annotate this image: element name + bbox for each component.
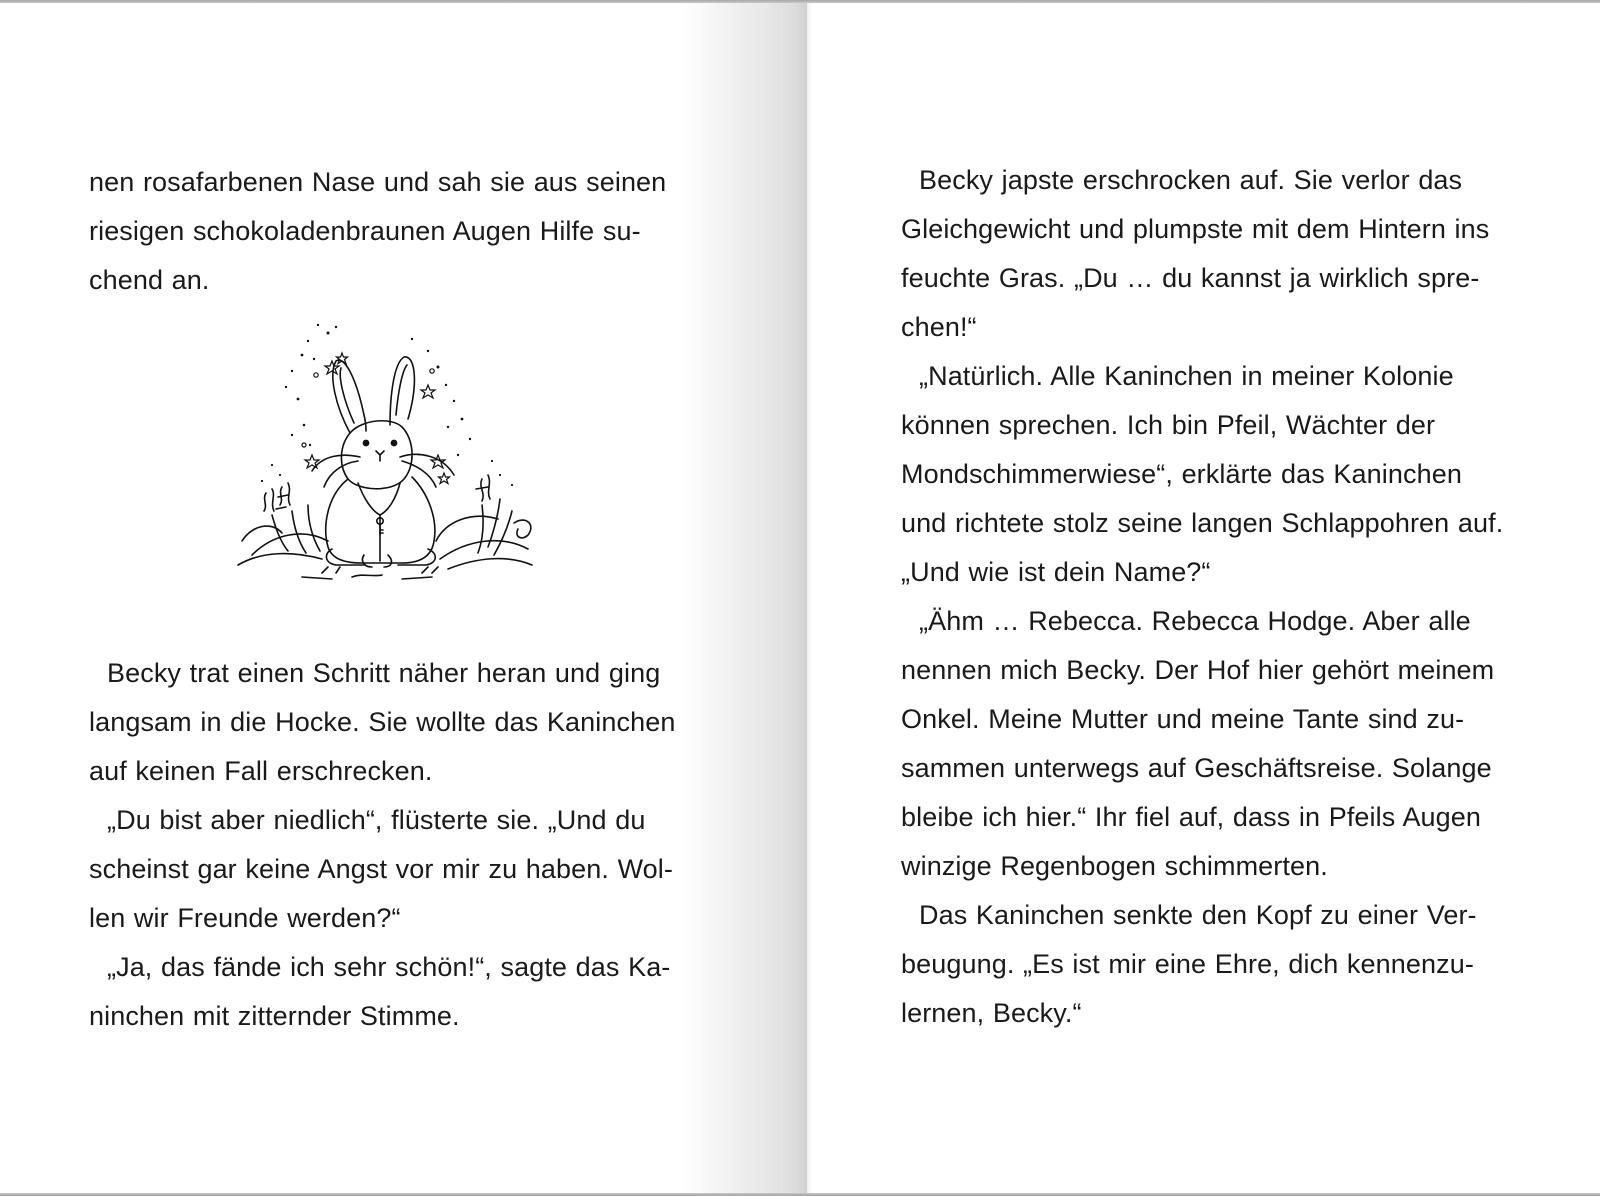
rabbit-left-eye: [363, 440, 368, 445]
rabbit-nose: [376, 451, 384, 461]
sparkles: [261, 324, 513, 486]
left-page-top-paragraph: [89, 158, 666, 305]
text-line: sammen unterwegs auf Geschäftsreise. Solange: [901, 753, 1492, 783]
text-line: Onkel. Meine Mutter und meine Tante sind zu-: [901, 704, 1465, 734]
text-line: Becky japste erschrocken auf. Sie verlor das: [919, 165, 1463, 195]
right-page-text: [901, 156, 1503, 1038]
text-line: „Du bist aber niedlich“, flüsterte sie. „Und du: [107, 805, 646, 835]
text-line: feuchte Gras. „Du … du kannst ja wirklich spre-: [901, 263, 1480, 293]
text-line: und richtete stolz seine langen Schlappohren auf.: [901, 508, 1504, 538]
text-line: Gleichgewicht und plumpste mit dem Hintern ins: [901, 214, 1490, 244]
text-line: bleibe ich hier.“ Ihr fiel auf, dass in Pfeils Augen: [901, 802, 1482, 832]
text-line: winzige Regenbogen schimmerten.: [901, 851, 1328, 881]
text-line: ninchen mit zitternder Stimme.: [89, 1001, 460, 1031]
text-line: chen!“: [901, 312, 977, 342]
text-line: Mondschimmerwiese“, erklärte das Kaninchen: [901, 459, 1462, 489]
left-page: [0, 3, 807, 1193]
text-line: len wir Freunde werden?“: [89, 903, 401, 933]
text-line: können sprechen. Ich bin Pfeil, Wächter der: [901, 410, 1436, 440]
text-line: chend an.: [89, 265, 210, 295]
left-page-bottom-paragraphs: [89, 649, 675, 1041]
text-line: lernen, Becky.“: [901, 998, 1082, 1028]
text-line: beugung. „Es ist mir eine Ehre, dich kennenzu-: [901, 949, 1474, 979]
ground: [302, 567, 438, 579]
text-line: langsam in die Hocke. Sie wollte das Kaninchen: [89, 707, 676, 737]
text-line: nen rosafarbenen Nase und sah sie aus seinen: [89, 167, 667, 197]
text-line: Das Kaninchen senkte den Kopf zu einer Ver-: [919, 900, 1477, 930]
rabbit-right-eye: [391, 440, 396, 445]
rabbit-right-ear-inner: [396, 365, 407, 415]
rabbit-right-ear: [390, 357, 414, 425]
text-line: „Und wie ist dein Name?“: [901, 557, 1211, 587]
text-line: scheinst gar keine Angst vor mir zu haben. Wol-: [89, 854, 673, 884]
text-line: „Natürlich. Alle Kaninchen in meiner Kolonie: [919, 361, 1454, 391]
text-line: Becky trat einen Schritt näher heran und ging: [107, 658, 661, 688]
text-line: „Ähm … Rebecca. Rebecca Hodge. Aber alle: [919, 606, 1471, 636]
rabbit-head: [341, 421, 412, 489]
rabbit-illustration: [232, 315, 542, 585]
text-line: „Ja, das fände ich sehr schön!“, sagte das Ka-: [107, 952, 671, 982]
text-line: auf keinen Fall erschrecken.: [89, 756, 433, 786]
rabbit-left-ear: [333, 360, 366, 433]
text-line: nennen mich Becky. Der Hof hier gehört meinem: [901, 655, 1495, 685]
grass-left: [238, 505, 328, 565]
star-icons: [302, 353, 450, 484]
text-line: riesigen schokoladenbraunen Augen Hilfe su-: [89, 216, 641, 246]
